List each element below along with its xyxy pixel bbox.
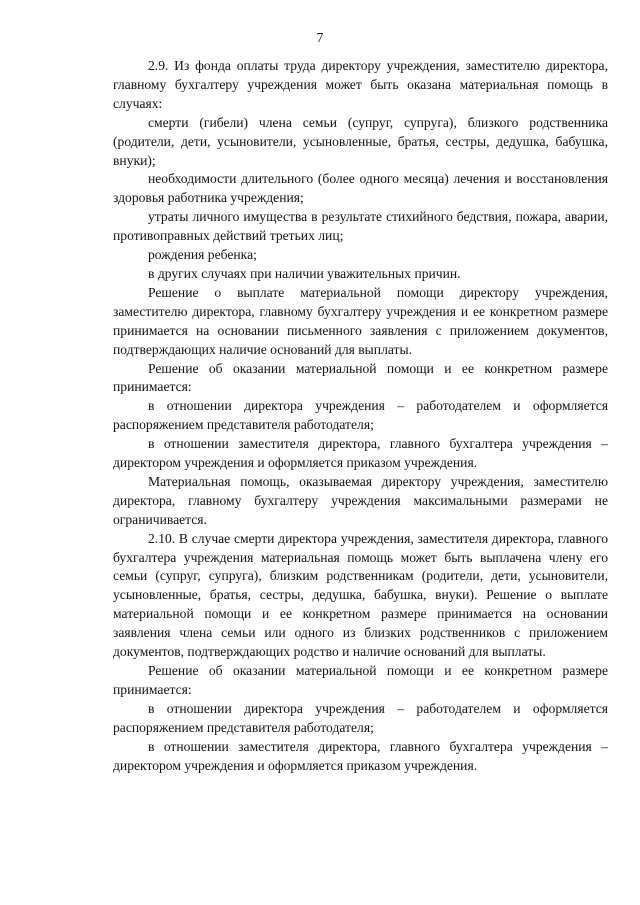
paragraph-decision-basis: Решение о выплате материальной помощи директору учреждения, заместителю директора, главному бухгалтеру учреждения и ее конкретном размере принимается на основании письменного заявления с приложением документов, подтверждающих наличие оснований для выплаты. bbox=[113, 284, 608, 357]
paragraph-case-death: смерти (гибели) члена семьи (супруг, супруга), близкого родственника (родители, дети, усыновители, усыновленные, братья, сестры, дедушка, бабушка, внуки); bbox=[113, 114, 608, 168]
paragraph-2-9-intro: 2.9. Из фонда оплаты труда директору учреждения, заместителю директора, главному бухгалтеру учреждения может быть оказана материальная помощь в случаях: bbox=[113, 58, 608, 111]
page-number: 7 bbox=[316, 30, 324, 45]
paragraph-decision-deputy: в отношении заместителя директора, главного бухгалтера учреждения – директором учреждения и оформляется приказом учреждения. bbox=[113, 436, 608, 471]
paragraph-2-10: 2.10. В случае смерти директора учреждения, заместителя директора, главного бухгалтера учреждения материальная помощь может быть выплачена члену его семьи (супруг, супруга), близким родственникам (родители, дети, усыновители, усыновленные, братья, сестры, дедушка, бабушка, внуки). Решение о выплате материальной помощи и ее конкретном размере принимается на основании заявления члена семьи или одного из близких родственников с приложением документов, подтверждающих родство и наличие оснований для выплаты. bbox=[113, 530, 608, 660]
paragraph-decision-director-2: в отношении директора учреждения – работодателем и оформляется распоряжением представителя работодателя; bbox=[113, 700, 608, 735]
paragraph-decision-director: в отношении директора учреждения – работодателем и оформляется распоряжением представителя работодателя; bbox=[113, 398, 608, 433]
paragraph-case-other: в других случаях при наличии уважительных причин. bbox=[148, 265, 461, 281]
paragraph-decision-deputy-2: в отношении заместителя директора, главного бухгалтера учреждения – директором учреждения и оформляется приказом учреждения. bbox=[113, 738, 608, 773]
paragraph-decision-intro: Решение об оказании материальной помощи и ее конкретном размере принимается: bbox=[113, 360, 608, 395]
document-body bbox=[113, 57, 608, 775]
paragraph-decision-intro-2: Решение об оказании материальной помощи и ее конкретном размере принимается: bbox=[113, 663, 608, 697]
paragraph-case-treatment: необходимости длительного (более одного месяца) лечения и восстановления здоровья работника учреждения; bbox=[113, 171, 608, 206]
paragraph-case-property-loss: утраты личного имущества в результате стихийного бедствия, пожара, аварии, противоправных действий третьих лиц; bbox=[113, 209, 608, 244]
paragraph-no-limit: Материальная помощь, оказываемая директору учреждения, заместителю директора, главному бухгалтеру учреждения максимальными размерами не ограничивается. bbox=[113, 473, 608, 527]
paragraph-case-childbirth: рождения ребенка; bbox=[148, 247, 257, 263]
